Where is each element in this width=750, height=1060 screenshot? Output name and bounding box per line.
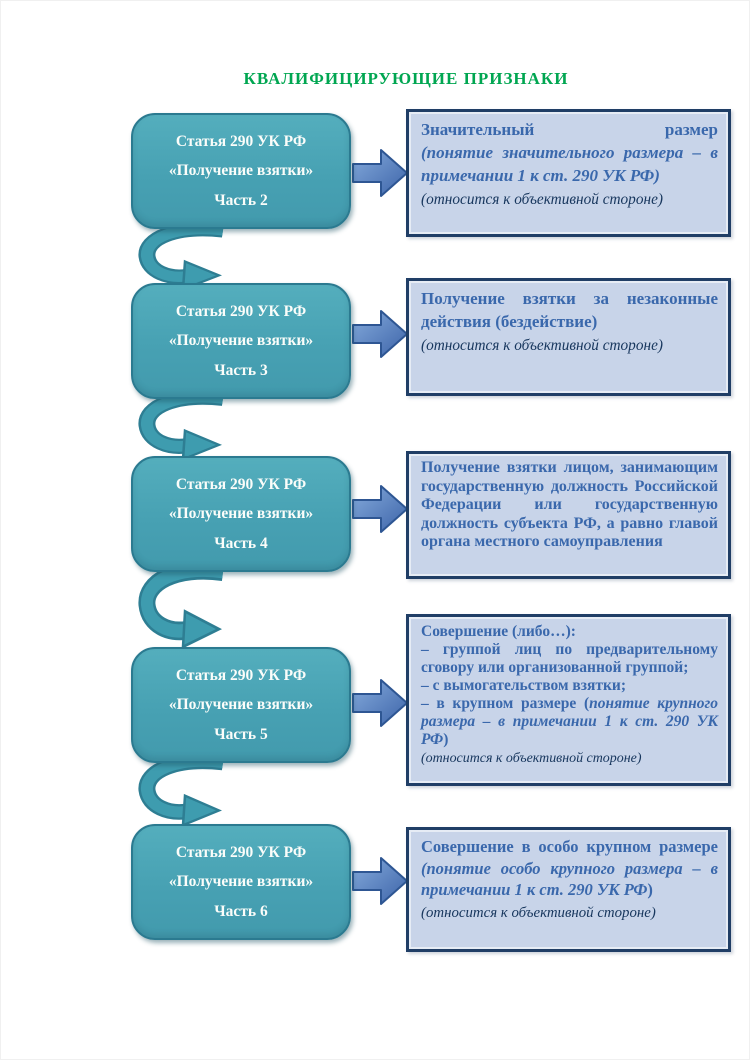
curved-down-arrow-icon [135,757,233,832]
right-arrow-icon [352,855,409,912]
source-line: «Получение взятки» [168,696,314,713]
feature-box-part-6 [406,827,731,952]
source-box-part-3 [131,283,351,399]
feature-text-segment: – с вымогательством взятки; [421,677,626,694]
source-box-part-2 [131,113,351,229]
right-arrow-icon [352,677,409,734]
feature-text-segment: – группой лиц по предварительному сговору или организованной группой; [421,641,718,676]
source-line: «Получение взятки» [168,162,314,179]
source-line: «Получение взятки» [168,873,314,890]
feature-box-part-3 [406,278,731,396]
source-line: Статья 290 УК РФ [175,666,307,684]
feature-text-segment: (относится к объективной стороне) [421,751,642,766]
feature-box-part-4 [406,451,731,579]
feature-text-segment: Значительный размер [421,120,718,139]
feature-box-part-5 [406,614,731,786]
feature-text-segment: Совершение в особо крупном размере [421,837,718,856]
source-line: Часть 4 [214,534,268,552]
right-arrow-icon [352,147,409,204]
source-line: Статья 290 УК РФ [175,843,307,861]
feature-text-segment: (относится к объективной стороне) [421,337,663,354]
right-arrow-icon [352,308,409,365]
feature-text-segment: Совершение (либо…): [421,623,576,640]
feature-text-segment: (относится к объективной стороне) [421,904,656,921]
feature-text-segment: понятие крупного размера – в примечании 1 к ст. 290 УК РФ [421,695,718,748]
source-line: «Получение взятки» [168,505,314,522]
source-box-part-5 [131,647,351,763]
source-line: Статья 290 УК РФ [175,475,307,493]
feature-text-segment: ) [443,731,449,748]
curved-down-arrow-icon [135,565,233,654]
feature-text-segment: (относится к объективной стороне) [421,191,663,208]
feature-text-segment: Получение взятки за незаконные действия (бездействие) [421,289,718,331]
source-line: Часть 6 [214,902,268,920]
source-box-part-4 [131,456,351,572]
feature-text-segment: (понятие значительного размера – в примечании 1 к ст. 290 УК РФ) [421,143,718,185]
source-line: Статья 290 УК РФ [175,132,307,150]
page-title: КВАЛИФИЦИРУЮЩИЕ ПРИЗНАКИ [243,69,569,88]
feature-text-segment: (понятие особо крупного размера – в примечании 1 к ст. 290 УК РФ [421,858,718,899]
source-line: Часть 3 [214,361,268,379]
feature-box-part-2 [406,109,731,237]
source-line: «Получение взятки» [168,332,314,349]
feature-text-segment: Получение взятки лицом, занимающим государственную должность Российской Федерации или государственную должность субъекта РФ, а равно главой органа местного самоуправления [421,459,718,550]
feature-text-segment: – в крупном размере ( [421,695,590,712]
source-line: Статья 290 УК РФ [175,302,307,320]
source-line: Часть 2 [214,191,268,209]
feature-text-segment: ) [647,880,653,899]
right-arrow-icon [352,483,409,540]
source-box-part-6 [131,824,351,940]
source-line: Часть 5 [214,725,268,743]
